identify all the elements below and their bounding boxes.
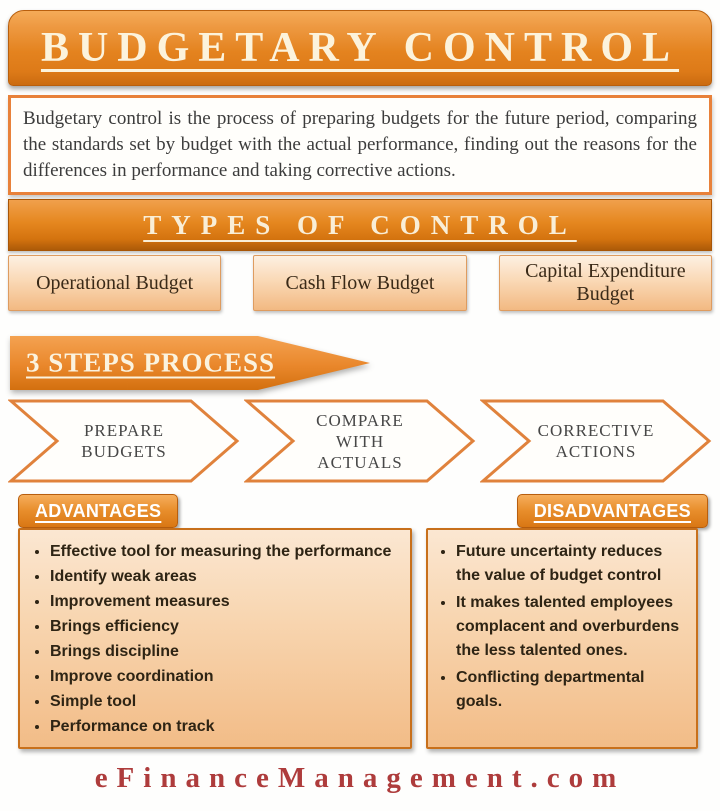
description-box xyxy=(8,95,712,195)
advantages-heading-label: ADVANTAGES xyxy=(35,500,162,521)
list-item: • Identify weak areas xyxy=(50,565,404,589)
footer xyxy=(0,762,720,795)
page-title: BUDGETARY CONTROL xyxy=(40,25,680,71)
site-name: eFinanceManagement.com xyxy=(94,762,626,794)
step-label: COMPARE WITH ACTUALS xyxy=(316,410,404,472)
type-box-operational-budget xyxy=(8,255,221,311)
steps-process-banner xyxy=(10,335,372,391)
advantages-header xyxy=(18,494,178,528)
list-item: • It makes talented employees complacent and overburdens the less talented ones. xyxy=(456,591,682,663)
list-item: • Future uncertainty reduces the value of budget control xyxy=(456,540,682,588)
list-item: • Conflicting departmental goals. xyxy=(456,666,682,714)
type-box-label: Capital Expenditure Budget xyxy=(525,260,686,305)
step-chevron-prepare-budgets xyxy=(8,398,240,484)
type-box-capital-expenditure-budget xyxy=(499,255,712,311)
disadvantages-box xyxy=(426,528,698,749)
type-box-label: Operational Budget xyxy=(36,271,194,294)
step-label: PREPARE BUDGETS xyxy=(81,421,167,461)
type-box-label: Cash Flow Budget xyxy=(285,271,435,294)
disadvantages-list xyxy=(428,540,682,714)
title-banner xyxy=(8,10,712,86)
steps-process-heading: 3 STEPS PROCESS xyxy=(26,347,276,378)
types-of-control-heading: TYPES OF CONTROL xyxy=(143,209,577,240)
list-item: • Improve coordination xyxy=(50,665,404,689)
list-item: • Improvement measures xyxy=(50,590,404,614)
list-item: • Brings discipline xyxy=(50,640,404,664)
step-chevron-compare-with-actuals xyxy=(244,398,476,484)
list-item: • Simple tool xyxy=(50,690,404,714)
list-item: • Performance on track xyxy=(50,715,404,739)
budget-types-row xyxy=(8,255,712,311)
types-of-control-banner xyxy=(8,199,712,251)
disadvantages-header xyxy=(517,494,708,528)
advantages-box xyxy=(18,528,412,749)
steps-row xyxy=(8,398,712,484)
type-box-cash-flow-budget xyxy=(253,255,466,311)
description-text: Budgetary control is the process of preparing budgets for the future period, comparing the standards set by budget with the actual performance, finding out the reasons for the differences in performance and taking corrective actions. xyxy=(23,108,697,181)
step-chevron-corrective-actions xyxy=(480,398,712,484)
pros-cons-row xyxy=(8,528,712,749)
list-item: • Brings efficiency xyxy=(50,615,404,639)
list-item: • Effective tool for measuring the performance xyxy=(50,540,404,564)
advantages-list xyxy=(20,540,404,739)
disadvantages-heading-label: DISADVANTAGES xyxy=(533,500,691,521)
budgetary-control-infographic xyxy=(0,10,720,811)
pros-cons-headers xyxy=(8,494,712,528)
step-label: CORRECTIVE ACTIONS xyxy=(537,421,655,461)
